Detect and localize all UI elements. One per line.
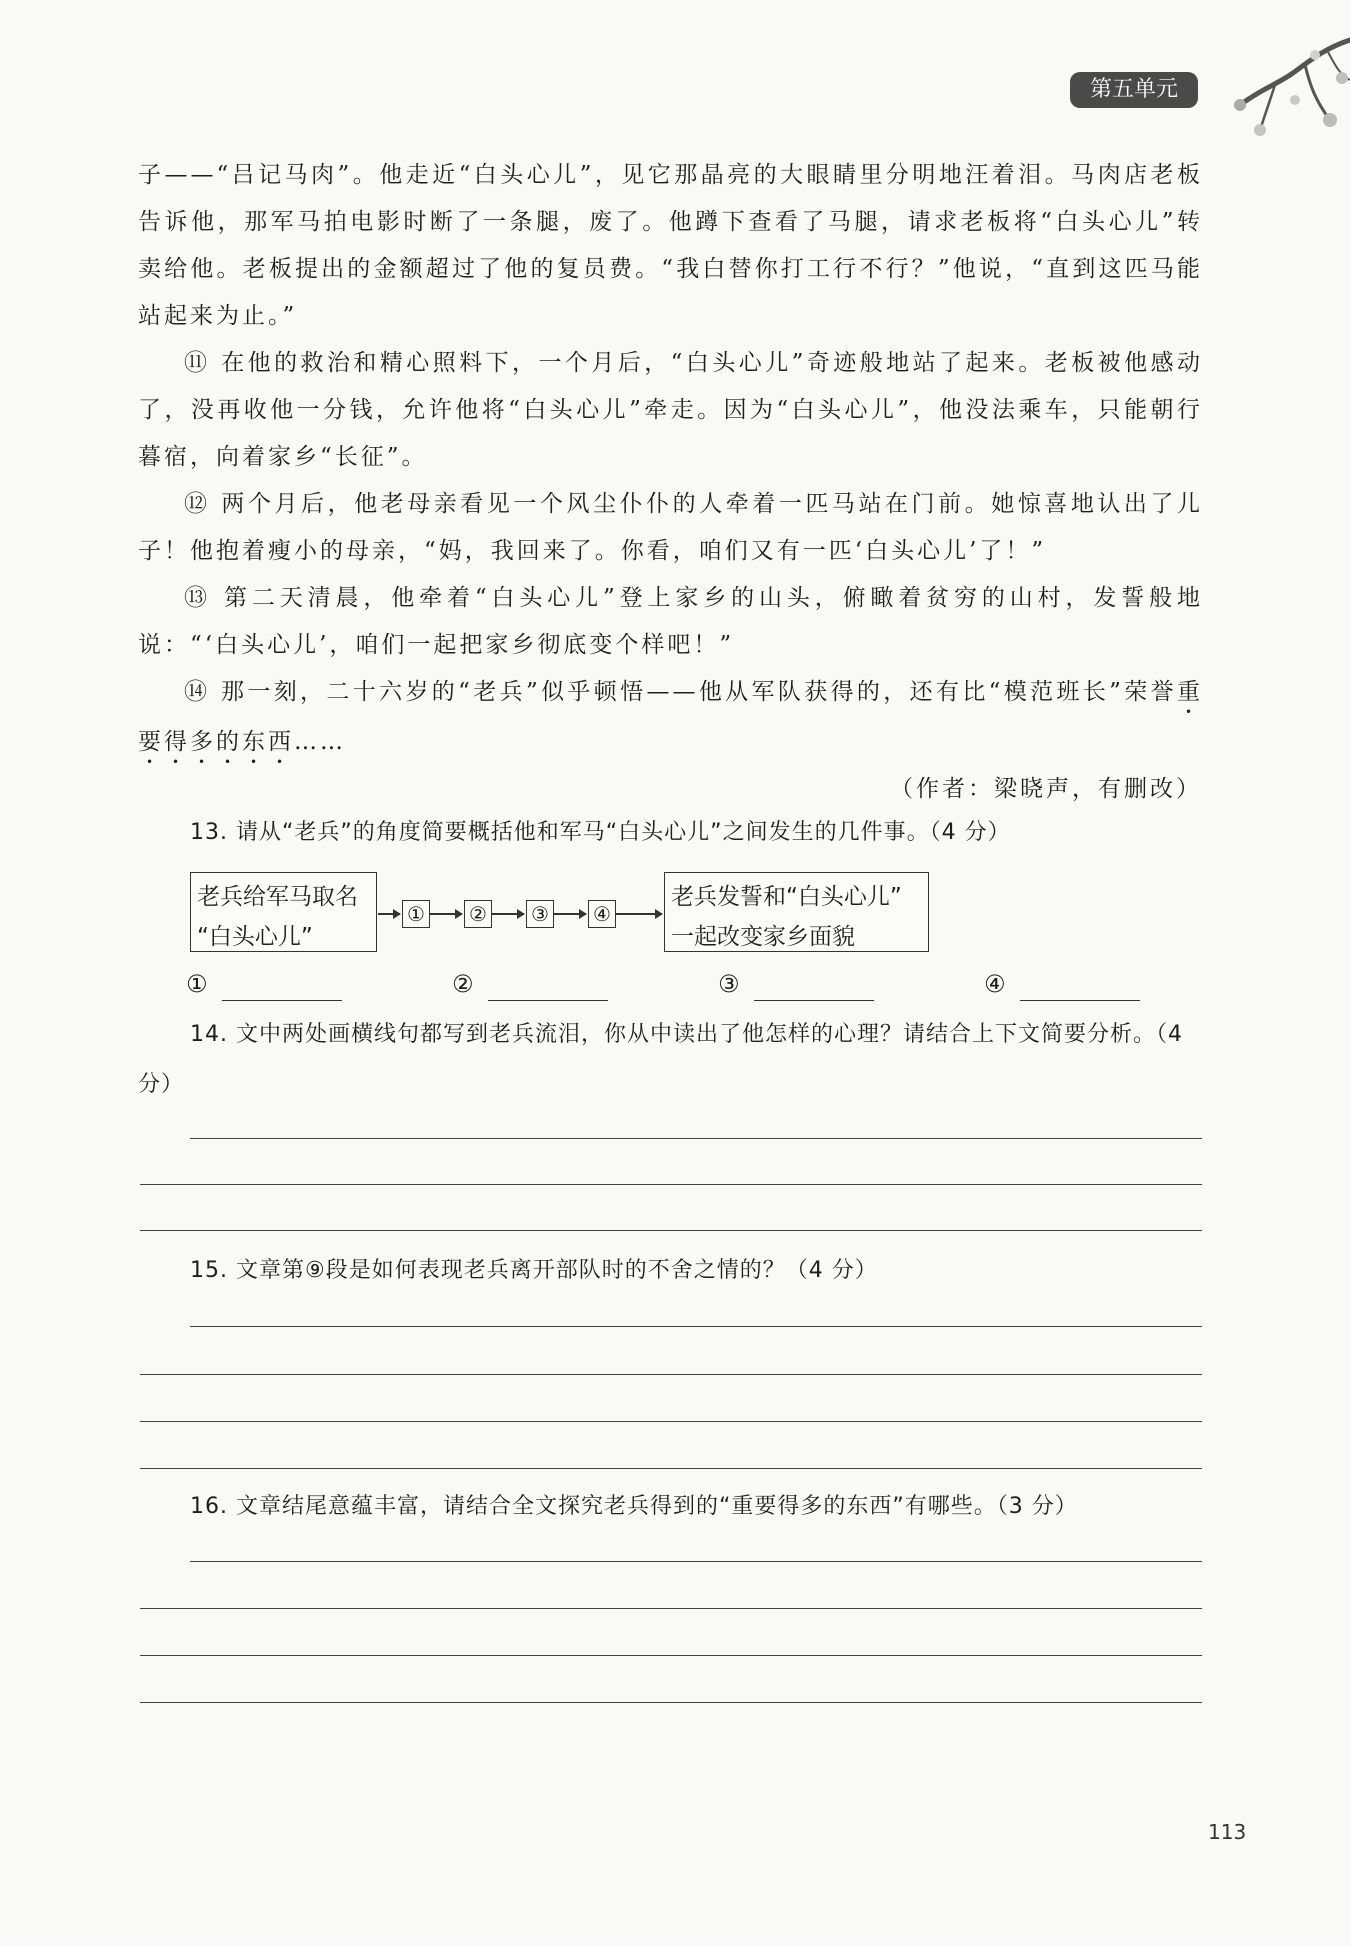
event-flowchart: [190, 872, 950, 952]
answer-line[interactable]: [190, 1138, 1202, 1139]
flow-start-line2: “白头心儿”: [197, 924, 313, 950]
answer-line[interactable]: [140, 1608, 1202, 1609]
article-text: [138, 152, 1203, 769]
arrow-icon: [616, 913, 662, 915]
page-number: 113: [1208, 1820, 1247, 1844]
question-15: 15. 文章第⑨段是如何表现老兵离开部队时的不舍之情的？（4 分）: [190, 1258, 878, 1283]
dotted-phrase: 重要得多的东西: [138, 679, 1203, 755]
answer-line[interactable]: [140, 1468, 1202, 1469]
paragraph-14-text: ⑭ 那一刻，二十六岁的“老兵”似乎顿悟——他从军队获得的，还有比“模范班长”荣誉: [184, 679, 1177, 705]
answer-line[interactable]: [140, 1702, 1202, 1703]
ellipsis: ……: [294, 729, 346, 755]
answer-line[interactable]: [190, 1561, 1202, 1562]
answer-line[interactable]: [140, 1374, 1202, 1375]
paragraph-13: ⑬ 第二天清晨，他牵着“白头心儿”登上家乡的山头，俯瞰着贫穷的山村，发誓般地说：“‘白头心儿’，咱们一起把家乡彻底变个样吧！”: [138, 585, 1203, 658]
flow-step-3[interactable]: ③: [526, 900, 554, 928]
paragraph-14: [138, 669, 1203, 769]
arrow-icon: [378, 913, 400, 915]
flow-end-line2: 一起改变家乡面貌: [671, 924, 855, 950]
answer-blank-1[interactable]: ①: [186, 970, 208, 998]
arrow-icon: [554, 913, 586, 915]
question-13: 13. 请从“老兵”的角度简要概括他和军马“白头心儿”之间发生的几件事。（4 分）: [190, 820, 1011, 845]
paragraph-11: ⑪ 在他的救治和精心照料下，一个月后，“白头心儿”奇迹般地站了起来。老板被他感动了，没再收他一分钱，允许他将“白头心儿”牵走。因为“白头心儿”，他没法乘车，只能朝行暮宿，向着家乡“长征”。: [138, 350, 1203, 470]
flow-end-line1: 老兵发誓和“白头心儿”: [671, 884, 902, 910]
paragraph-12: ⑫ 两个月后，他老母亲看见一个风尘仆仆的人牵着一匹马站在门前。她惊喜地认出了儿子！他抱着瘦小的母亲，“妈，我回来了。你看，咱们又有一匹‘白头心儿’了！”: [138, 491, 1203, 564]
author-note: （作者：梁晓声，有删改）: [890, 776, 1202, 802]
plum-branch-icon: [1210, 30, 1350, 170]
flow-start-box: [190, 872, 377, 952]
flow-end-box: [664, 872, 929, 952]
flow-start-line1: 老兵给军马取名: [197, 884, 358, 910]
arrow-icon: [430, 913, 462, 915]
answer-line[interactable]: [140, 1230, 1202, 1231]
answer-blank-3[interactable]: ③: [718, 970, 740, 998]
answer-blanks-13: [186, 970, 1186, 1010]
question-14: 14. 文中两处画横线句都写到老兵流泪，你从中读出了他怎样的心理？请结合上下文简要分析。（4 分）: [138, 1022, 1183, 1097]
flow-step-2[interactable]: ②: [464, 900, 492, 928]
flow-step-1[interactable]: ①: [402, 900, 430, 928]
arrow-icon: [492, 913, 524, 915]
answer-line[interactable]: [140, 1421, 1202, 1422]
flow-step-4[interactable]: ④: [588, 900, 616, 928]
unit-label: 第五单元: [1070, 72, 1198, 108]
answer-blank-4[interactable]: ④: [984, 970, 1006, 998]
answer-blank-2[interactable]: ②: [452, 970, 474, 998]
paragraph-continued: 子——“吕记马肉”。他走近“白头心儿”，见它那晶亮的大眼睛里分明地汪着泪。马肉店老板告诉他，那军马拍电影时断了一条腿，废了。他蹲下查看了马腿，请求老板将“白头心儿”转卖给他。老板提出的金额超过了他的复员费。“我白替你打工行不行？”他说，“直到这匹马能站起来为止。”: [138, 162, 1203, 329]
answer-line[interactable]: [140, 1655, 1202, 1656]
answer-line[interactable]: [190, 1326, 1202, 1327]
answer-line[interactable]: [140, 1184, 1202, 1185]
question-16: 16. 文章结尾意蕴丰富，请结合全文探究老兵得到的“重要得多的东西”有哪些。（3 分）: [190, 1494, 1078, 1519]
